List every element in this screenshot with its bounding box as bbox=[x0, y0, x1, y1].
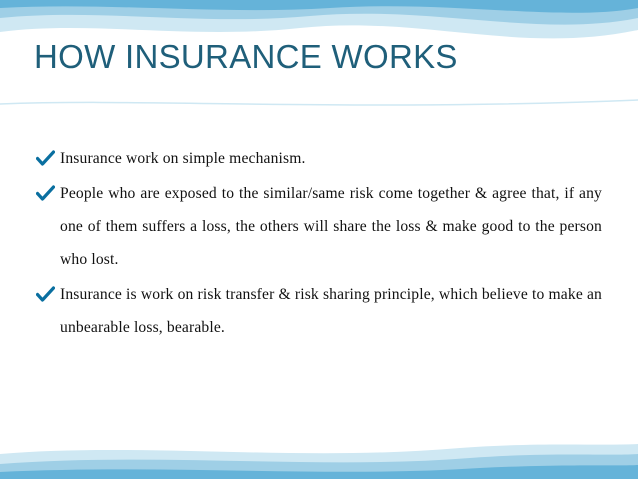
bullet-text: Insurance is work on risk transfer & risk sharing principle, which believe to make an unbearable loss, bearable. bbox=[60, 286, 602, 336]
bullet-item bbox=[36, 278, 602, 344]
slide-title: HOW INSURANCE WORKS bbox=[34, 38, 458, 75]
checkmark-icon bbox=[36, 286, 55, 302]
bullet-text: Insurance work on simple mechanism. bbox=[60, 150, 306, 167]
bullet-list bbox=[36, 142, 602, 346]
bullet-text: People who are exposed to the similar/same risk come together & agree that, if any one of them suffers a loss, the others will share the loss & make good to the person who lost. bbox=[60, 185, 602, 268]
checkmark-icon bbox=[36, 150, 55, 166]
checkmark-icon bbox=[36, 185, 55, 201]
bottom-wave-decoration bbox=[0, 440, 638, 479]
bullet-item bbox=[36, 177, 602, 276]
bullet-item bbox=[36, 142, 602, 175]
